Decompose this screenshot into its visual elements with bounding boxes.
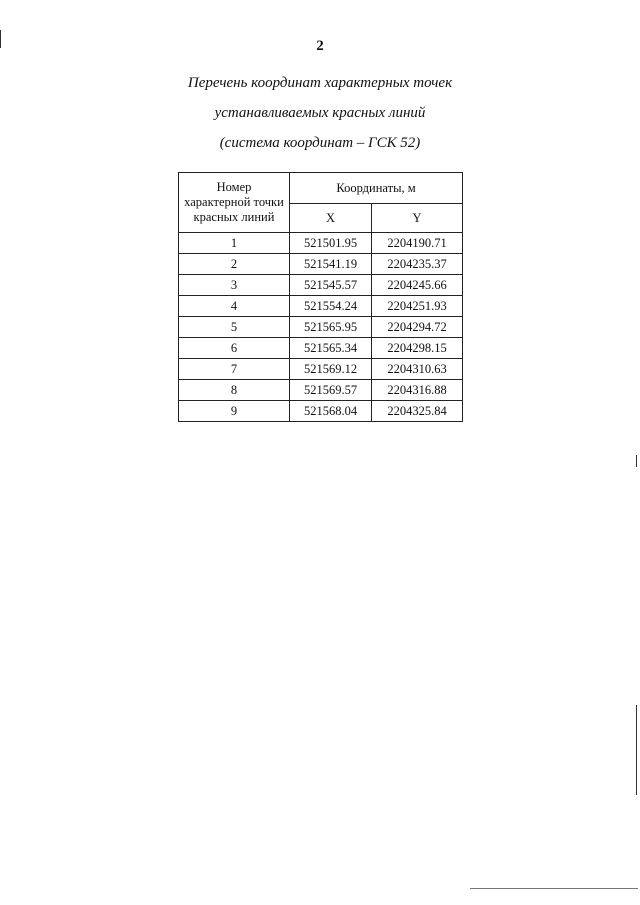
y-cell: 2204235.37 [372,254,463,275]
point-number-cell: 1 [179,233,290,254]
header-coordinates: Координаты, м [290,173,463,204]
scan-edge-mark [470,888,638,889]
coordinates-table [178,172,463,422]
title-line-2: устанавливаемых красных линий [214,105,426,121]
y-cell: 2204316.88 [372,380,463,401]
point-number-cell: 7 [179,359,290,380]
point-number-cell: 8 [179,380,290,401]
table-row [179,401,463,422]
table-row [179,275,463,296]
point-number-cell: 6 [179,338,290,359]
header-point-number-line: Номер [216,180,252,194]
point-number-cell: 3 [179,275,290,296]
table-row [179,317,463,338]
point-number-cell: 9 [179,401,290,422]
y-cell: 2204245.66 [372,275,463,296]
header-x: X [290,204,372,233]
x-cell: 521569.57 [290,380,372,401]
table-row [179,380,463,401]
title-line-3: (система координат – ГСК 52) [219,135,421,151]
point-number-cell: 5 [179,317,290,338]
y-cell: 2204325.84 [372,401,463,422]
x-cell: 521545.57 [290,275,372,296]
x-cell: 521569.12 [290,359,372,380]
y-cell: 2204298.15 [372,338,463,359]
page-number: 2 [316,38,324,54]
header-point-number-line: красных линий [193,210,275,224]
x-cell: 521565.34 [290,338,372,359]
scan-edge-mark [636,455,637,467]
table-row [179,338,463,359]
y-cell: 2204251.93 [372,296,463,317]
point-number-cell: 4 [179,296,290,317]
header-point-number-line: характерной точки [184,195,284,209]
y-cell: 2204190.71 [372,233,463,254]
header-point-number [179,173,290,233]
title-line-1: Перечень координат характерных точек [187,75,453,91]
x-cell: 521501.95 [290,233,372,254]
table-row [179,359,463,380]
header-y: Y [372,204,463,233]
document-title [0,68,640,158]
table-row [179,233,463,254]
x-cell: 521568.04 [290,401,372,422]
x-cell: 521541.19 [290,254,372,275]
y-cell: 2204310.63 [372,359,463,380]
x-cell: 521554.24 [290,296,372,317]
scan-edge-mark [0,30,1,48]
table-row [179,254,463,275]
x-cell: 521565.95 [290,317,372,338]
scan-edge-mark [636,705,637,795]
table-row [179,296,463,317]
point-number-cell: 2 [179,254,290,275]
y-cell: 2204294.72 [372,317,463,338]
